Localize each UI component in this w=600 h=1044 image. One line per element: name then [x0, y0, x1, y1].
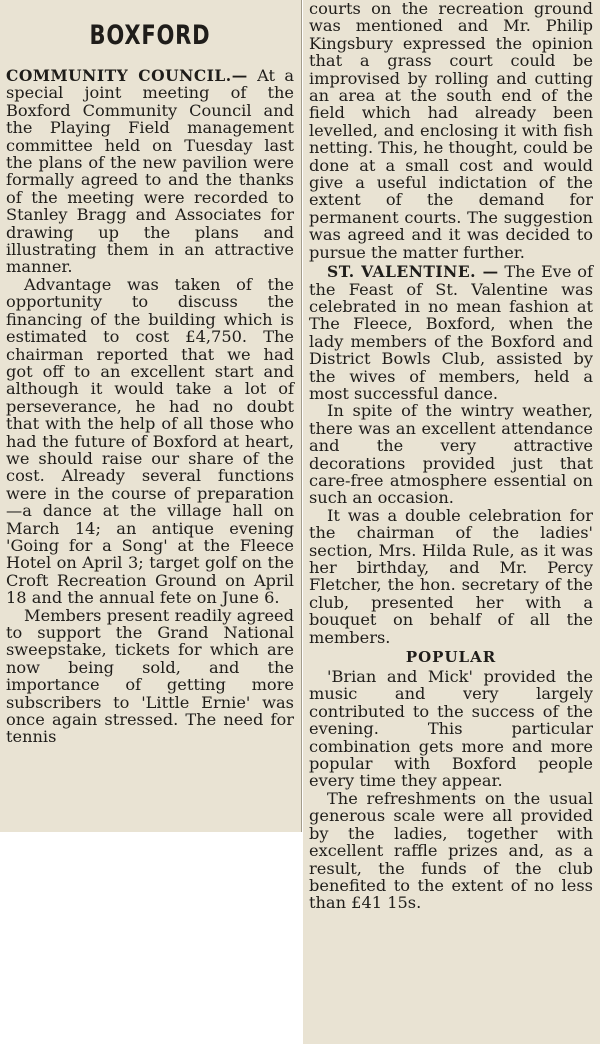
community-council-heading: COMMUNITY COUNCIL.— [6, 66, 248, 85]
st-valentine-para1-text: The Eve of the Feast of St. Valentine was celebrated in no mean fashion at The Fleece, Boxford, when the lady members of the Boxford and District Bowls Club, assisted by the wives of members, held a most successful dance. [309, 262, 593, 403]
community-council-paragraph-1 [6, 67, 294, 276]
popular-heading: POPULAR [405, 648, 497, 667]
community-council-paragraph-3: Members present readily agreed to support the Grand National sweepstake, tickets for which are now being sold, and the importance of getting more subscribers to 'Little Ernie' was once again stressed. The need for tennis [6, 605, 294, 747]
popular-paragraph-1: 'Brian and Mick' provided the music and very largely contributed to the success of the evening. This particular combination gets more and more popular with Boxford people every time they appear. [309, 667, 593, 791]
st-valentine-heading: ST. VALENTINE. — [327, 262, 499, 282]
st-valentine-paragraph-2: In spite of the wintry weather, there was an excellent attendance and the very attractive decorations provided just that care-free atmosphere essential on such an occasion. [309, 401, 593, 508]
popular-paragraph-2: The refreshments on the usual generous scale were all provided by the ladies, together with excellent raffle prizes and, as a result, the funds of the club benefited to the extent of no less than £41 15s. [309, 788, 593, 913]
left-column [0, 0, 302, 832]
community-council-paragraph-2: Advantage was taken of the opportunity to discuss the financing of the building which is estimated to cost £4,750. The chairman reported that we had got off to an excellent start and although it would take a lot of perseverance, he had no doubt that with the help of all those who had the future of Boxford at heart, we should raise our share of the cost. Already several functions were in the course of preparation—a dance at the village hall on March 14; an antique evening 'Going for a Song' at the Fleece Hotel on April 3; target golf on the Croft Recreation Ground on April 18 and the annual fete on June 6. [6, 274, 294, 608]
headline: BOXFORD [89, 20, 211, 51]
st-valentine-paragraph-3: It was a double celebration for the chairman of the ladies' section, Mrs. Hilda Rule, as it was her birthday, and Mr. Percy Fletcher, the hon. secretary of the club, presented her with a bouquet on behalf of all the members. [309, 505, 593, 647]
community-council-para1-text: At a special joint meeting of the Boxford Community Council and the Playing Field management committee held on Tuesday last the plans of the new pavilion were formally agreed to and the thanks of the meeting were recorded to Stanley Bragg and Associates for drawing up the plans and illustrating them in an attractive manner. [6, 66, 294, 277]
st-valentine-paragraph-1 [309, 263, 593, 402]
community-council-paragraph-3-continued: courts on the recreation ground was mentioned and Mr. Philip Kingsbury expressed the opinion that a grass court could be improvised by rolling and cutting an area at the south end of the field which had already been levelled, and enclosing it with fish netting. This, he thought, could be done at a small cost and would give a useful indictation of the extent of the demand for permanent courts. The suggestion was agreed and it was decided to pursue the matter further. [309, 0, 593, 262]
right-column [303, 0, 600, 1044]
